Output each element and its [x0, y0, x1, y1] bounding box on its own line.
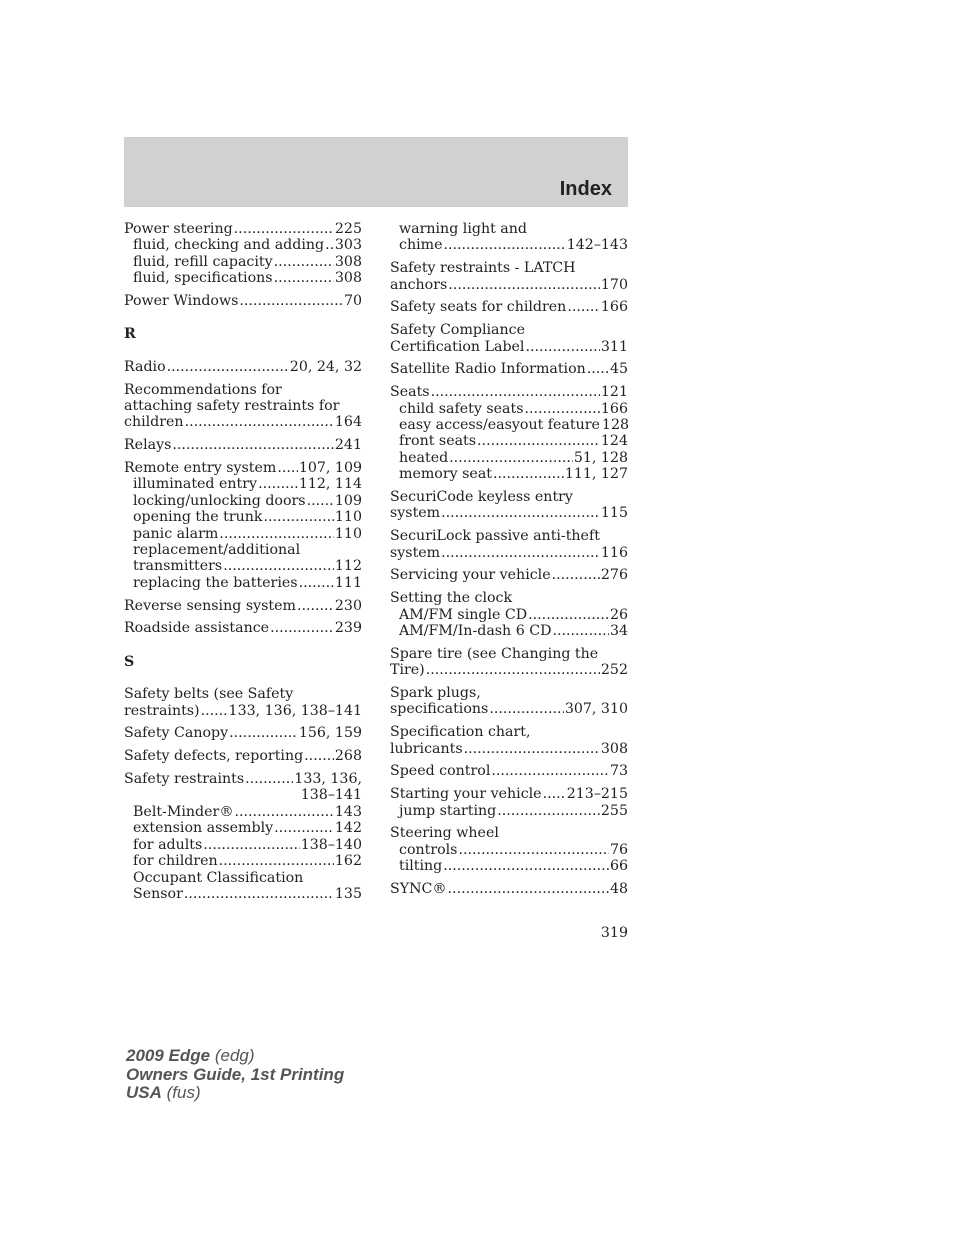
- index-line: [124, 771, 362, 787]
- dot-leader: [277, 460, 297, 476]
- index-column-right: [390, 221, 628, 897]
- index-pages: 124: [600, 433, 628, 450]
- dot-leader: [235, 804, 334, 820]
- index-line: [124, 270, 362, 286]
- index-term: Radio: [124, 358, 166, 375]
- index-term: opening the trunk: [133, 509, 263, 526]
- index-term: Reverse sensing system: [124, 597, 296, 614]
- dot-leader: [477, 433, 600, 449]
- index-term-line: Safety Compliance: [390, 322, 525, 339]
- footer-model: 2009 Edge: [126, 1046, 211, 1065]
- index-entry: [124, 293, 362, 309]
- index-pages: 107, 109: [298, 460, 362, 477]
- index-term: fluid, specifications: [133, 270, 273, 287]
- index-term: children: [124, 414, 184, 431]
- index-line: [124, 837, 362, 853]
- index-line: [124, 886, 362, 902]
- index-entry: [124, 725, 362, 741]
- dot-leader: [489, 701, 564, 717]
- index-term-line: Recommendations for: [124, 381, 282, 398]
- index-term: Power steering: [124, 221, 233, 237]
- index-line: [124, 725, 362, 741]
- dot-leader: [167, 359, 289, 375]
- index-line: [124, 237, 362, 253]
- page-number: 319: [600, 925, 628, 941]
- index-term-line: Setting the clock: [390, 590, 513, 607]
- dot-leader: [264, 509, 334, 525]
- footer-guide: Owners Guide, 1st Printing: [126, 1064, 345, 1084]
- index-term: SYNC®: [390, 881, 447, 898]
- dot-leader: [274, 270, 334, 286]
- index-line: [124, 820, 362, 836]
- index-entry: [390, 786, 628, 819]
- index-entry: [390, 567, 628, 583]
- dot-leader: [449, 450, 573, 466]
- index-pages: 116: [600, 544, 628, 561]
- dot-leader: [464, 741, 600, 757]
- index-entry: [390, 361, 628, 377]
- index-line: [124, 598, 362, 614]
- index-term: system: [390, 544, 441, 561]
- index-term: transmitters: [133, 558, 223, 575]
- index-entry: [390, 685, 628, 718]
- index-line: [390, 567, 628, 583]
- dot-leader: [258, 476, 298, 492]
- index-entry: [390, 322, 628, 355]
- index-pages: 110: [334, 525, 362, 542]
- index-line: [124, 620, 362, 636]
- index-pages: 241: [334, 437, 362, 454]
- index-entry: [124, 771, 362, 902]
- index-line: [390, 881, 628, 897]
- index-pages: 164: [334, 414, 362, 431]
- index-term-line: replacement/additional: [133, 542, 301, 559]
- index-term: Satellite Radio Information: [390, 361, 586, 378]
- index-pages: 115: [600, 505, 628, 522]
- index-pages: 311: [600, 338, 628, 355]
- dot-leader: [274, 254, 334, 270]
- index-pages: 166: [600, 400, 628, 417]
- index-term: Relays: [124, 437, 172, 454]
- index-term: fluid, checking and adding: [133, 237, 325, 254]
- index-line: [390, 417, 628, 433]
- index-pages: 303: [334, 237, 362, 254]
- index-line: [390, 545, 628, 561]
- index-line: [390, 623, 628, 639]
- index-pages: 112: [334, 558, 362, 575]
- index-line: [390, 842, 628, 858]
- index-pages: 166: [600, 299, 628, 316]
- index-term: system: [390, 505, 441, 522]
- index-line: [390, 803, 628, 819]
- dot-leader: [491, 763, 609, 779]
- index-pages: 239: [334, 620, 362, 637]
- index-term: Speed control: [390, 763, 491, 780]
- index-term: replacing the batteries: [133, 574, 298, 591]
- dot-leader: [185, 414, 334, 430]
- dot-leader: [172, 437, 334, 453]
- dot-leader: [229, 725, 298, 741]
- dot-leader: [448, 881, 609, 897]
- dot-leader: [299, 575, 334, 591]
- dot-leader: [426, 662, 600, 678]
- index-pages: 230: [334, 597, 362, 614]
- index-column-left: [124, 221, 362, 902]
- index-term: Starting your vehicle: [390, 786, 542, 803]
- index-pages: 268: [334, 748, 362, 765]
- index-entry: [390, 221, 628, 254]
- index-pages: 276: [600, 567, 628, 584]
- index-term-line: SecuriCode keyless entry: [390, 489, 573, 506]
- index-pages: 308: [600, 740, 628, 757]
- index-line: [390, 763, 628, 779]
- index-term: Safety Canopy: [124, 725, 229, 742]
- index-pages: 48: [609, 881, 628, 898]
- index-term: Tire): [390, 662, 425, 679]
- index-term: Sensor: [133, 885, 183, 902]
- dot-leader: [524, 401, 599, 417]
- index-line: [124, 558, 362, 574]
- index-line: [390, 450, 628, 466]
- index-term: child safety seats: [399, 400, 524, 417]
- index-term: fluid, refill capacity: [133, 253, 273, 270]
- index-pages: 133, 136, 138–141: [228, 702, 362, 719]
- footer-market-code: (fus): [166, 1083, 201, 1103]
- index-pages: 109: [334, 492, 362, 509]
- dot-leader: [219, 526, 334, 542]
- document-footer: [126, 1047, 344, 1103]
- dot-leader: [587, 361, 609, 377]
- section-header: [124, 137, 628, 207]
- index-pages: 138–140: [300, 836, 362, 853]
- index-term: Seats: [390, 384, 430, 401]
- index-term-line: Safety belts (see Safety: [124, 686, 294, 703]
- index-line: [124, 509, 362, 525]
- index-term: Safety seats for children: [390, 299, 567, 316]
- index-entry: [390, 528, 628, 561]
- index-term: tilting: [399, 858, 443, 875]
- index-line: [390, 384, 628, 400]
- index-line: [390, 339, 628, 355]
- index-entry: [390, 646, 628, 679]
- index-line: [124, 804, 362, 820]
- index-pages: 51, 128: [573, 449, 628, 466]
- index-term: front seats: [399, 433, 477, 450]
- index-entry: [124, 359, 362, 375]
- index-pages: 307, 310: [564, 701, 628, 718]
- index-pages: 111, 127: [564, 466, 628, 483]
- index-term-line: Safety restraints - LATCH: [390, 260, 576, 277]
- index-line: [124, 748, 362, 764]
- index-pages: 133, 136,: [294, 771, 362, 788]
- index-entry: [390, 299, 628, 315]
- dot-leader: [223, 558, 334, 574]
- index-pages: 225: [334, 221, 362, 237]
- index-line: [124, 575, 362, 591]
- index-line: [390, 237, 628, 253]
- index-term: locking/unlocking doors: [133, 492, 306, 509]
- dot-leader: [441, 545, 600, 561]
- index-line: [124, 460, 362, 476]
- index-pages: 121: [600, 384, 628, 401]
- dot-leader: [307, 493, 334, 509]
- index-term-line: Spark plugs,: [390, 685, 481, 702]
- index-term-line: Specification chart,: [390, 724, 531, 741]
- index-line: [390, 277, 628, 293]
- dot-leader: [448, 277, 600, 293]
- index-pages: 128: [601, 417, 630, 434]
- index-pages: 26: [609, 606, 628, 623]
- index-line: [124, 359, 362, 375]
- index-term: Belt-Minder®: [133, 803, 234, 820]
- index-line: [390, 361, 628, 377]
- dot-leader: [270, 620, 334, 636]
- index-term: chime: [399, 237, 443, 254]
- index-line: [390, 466, 628, 482]
- index-line: [390, 433, 628, 449]
- dot-leader: [184, 886, 334, 902]
- index-entry: [390, 489, 628, 522]
- index-term-line: Spare tire (see Changing the: [390, 645, 599, 662]
- dot-leader: [274, 820, 334, 836]
- index-term: Certification Label: [390, 338, 525, 355]
- index-pages: 110: [334, 509, 362, 526]
- index-entry: [124, 620, 362, 636]
- index-entry: [390, 590, 628, 639]
- index-pages: 142: [334, 820, 362, 837]
- index-pages: 73: [609, 763, 628, 780]
- index-entry: [390, 763, 628, 779]
- index-term-line: Steering wheel: [390, 825, 499, 842]
- index-line: [390, 401, 628, 417]
- index-line: [124, 221, 362, 237]
- index-term: Roadside assistance: [124, 620, 270, 637]
- footer-market: USA: [126, 1083, 162, 1103]
- index-entry: [124, 748, 362, 764]
- dot-leader: [239, 293, 343, 309]
- index-pages: 34: [609, 623, 628, 640]
- index-term-line: attaching safety restraints for: [124, 398, 340, 415]
- index-term-line: SecuriLock passive anti-theft: [390, 528, 600, 545]
- dot-leader: [325, 237, 334, 253]
- index-pages: 255: [600, 802, 628, 819]
- index-line: [124, 853, 362, 869]
- index-entry: [390, 724, 628, 757]
- dot-leader: [493, 466, 564, 482]
- index-pages: 66: [609, 858, 628, 875]
- index-line: [390, 701, 628, 717]
- index-term: anchors: [390, 276, 448, 293]
- index-term: lubricants: [390, 740, 463, 757]
- index-entry: [124, 437, 362, 453]
- letter-heading-s: S: [124, 653, 135, 670]
- index-term: illuminated entry: [133, 476, 258, 493]
- dot-leader: [458, 842, 608, 858]
- index-term: easy access/easyout feature: [399, 417, 600, 434]
- dot-leader: [552, 567, 600, 583]
- index-entry: [124, 598, 362, 614]
- index-line: [124, 293, 362, 309]
- index-pages: 170: [600, 276, 628, 293]
- index-entry: [124, 221, 362, 287]
- index-term: jump starting: [399, 802, 497, 819]
- dot-leader: [431, 384, 600, 400]
- index-line: [390, 505, 628, 521]
- index-term: memory seat: [399, 466, 492, 483]
- index-line: [390, 786, 628, 802]
- index-term-line: Occupant Classification: [133, 869, 304, 886]
- index-pages: 45: [609, 361, 628, 378]
- index-pages: 156, 159: [298, 725, 362, 742]
- dot-leader: [304, 748, 334, 764]
- dot-leader: [567, 299, 600, 315]
- dot-leader: [525, 339, 599, 355]
- index-term: Safety restraints: [124, 771, 245, 788]
- index-term: Servicing your vehicle: [390, 567, 551, 584]
- index-term-line: 138–141: [300, 787, 362, 804]
- index-pages: 213–215: [566, 786, 628, 803]
- dot-leader: [245, 771, 293, 787]
- index-pages: 308: [334, 253, 362, 270]
- dot-leader: [297, 598, 334, 614]
- index-line: [124, 254, 362, 270]
- dot-leader: [234, 221, 334, 237]
- index-entry: [124, 382, 362, 431]
- index-pages: 112, 114: [298, 476, 362, 493]
- index-line: [124, 703, 362, 719]
- index-line: [390, 741, 628, 757]
- index-pages: 252: [600, 662, 628, 679]
- index-term: for adults: [133, 836, 203, 853]
- index-pages: 111: [334, 574, 362, 591]
- index-term: restraints): [124, 702, 200, 719]
- index-pages: 162: [334, 853, 362, 870]
- index-entry: [390, 881, 628, 897]
- dot-leader: [552, 623, 608, 639]
- dot-leader: [219, 853, 334, 869]
- index-pages: 308: [334, 270, 362, 287]
- dot-leader: [528, 607, 609, 623]
- footer-model-code: (edg): [214, 1046, 255, 1065]
- index-line: [390, 607, 628, 623]
- index-term: panic alarm: [133, 525, 219, 542]
- index-pages: 70: [343, 293, 362, 310]
- index-term: specifications: [390, 701, 489, 718]
- index-pages: 20, 24, 32: [289, 358, 362, 375]
- index-line: [124, 414, 362, 430]
- index-entry: [124, 686, 362, 719]
- index-term: Power Windows: [124, 293, 239, 310]
- letter-heading-r: R: [124, 326, 136, 343]
- index-line: [390, 299, 628, 315]
- index-pages: 76: [609, 841, 628, 858]
- index-line: [390, 858, 628, 874]
- index-term-line: warning light and: [399, 221, 527, 237]
- index-term: Remote entry system: [124, 460, 277, 477]
- index-line: [124, 476, 362, 492]
- index-entry: [124, 460, 362, 591]
- dot-leader: [443, 858, 609, 874]
- index-line: [390, 662, 628, 678]
- index-term: AM/FM/In-dash 6 CD: [399, 623, 552, 640]
- index-term: extension assembly: [133, 820, 274, 837]
- index-line: [124, 526, 362, 542]
- dot-leader: [201, 703, 228, 719]
- dot-leader: [443, 237, 565, 253]
- dot-leader: [203, 837, 299, 853]
- index-term: AM/FM single CD: [399, 606, 528, 623]
- dot-leader: [441, 505, 600, 521]
- index-pages: 143: [334, 803, 362, 820]
- index-line: [124, 437, 362, 453]
- index-entry: [390, 825, 628, 874]
- index-entry: [390, 260, 628, 293]
- index-pages: 142–143: [566, 237, 628, 254]
- index-entry: [390, 384, 628, 482]
- index-term: heated: [399, 449, 449, 466]
- dot-leader: [543, 786, 566, 802]
- index-term: for children: [133, 853, 218, 870]
- index-term: Safety defects, reporting: [124, 748, 304, 765]
- index-term: controls: [399, 841, 458, 858]
- index-pages: 135: [334, 885, 362, 902]
- index-line: [124, 493, 362, 509]
- section-title: Index: [559, 178, 612, 200]
- dot-leader: [497, 803, 600, 819]
